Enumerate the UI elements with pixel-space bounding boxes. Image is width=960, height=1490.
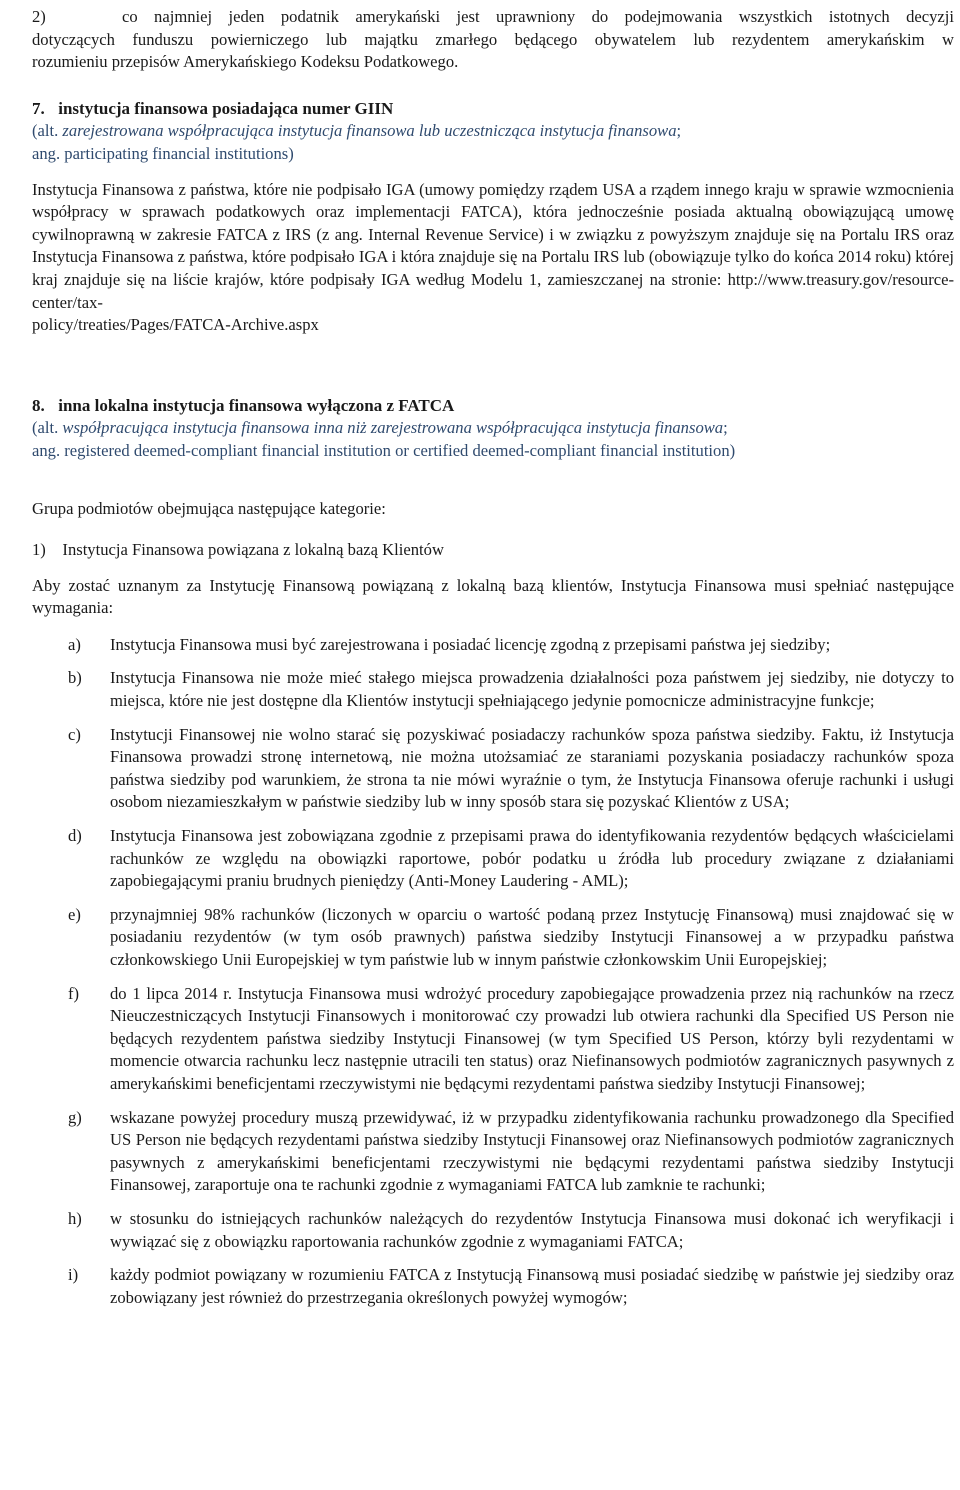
list-item-letter: i) xyxy=(68,1265,79,1285)
list-item-text: każdy podmiot powiązany w rozumieniu FATCA z Instytucją Finansową musi posiadać siedzibę w państwie jej siedziby oraz zobowiązany jest również do przestrzegania określonych powyżej wymogów; xyxy=(110,1265,954,1307)
list-item-text: Instytucji Finansowej nie wolno starać się pozyskiwać posiadaczy rachunków spoza państwa siedziby. Faktu, iż Instytucja Finansowa prowadzi stronę internetową, nie można utożsamiać ze staraniami pozyskania posiadaczy rachunków spoza państwa siedziby pod warunkiem, że strona ta nie mówi wyraźnie o tym, że Instytucja Finansowa oferuje rachunki i usługi osobom niezamieszkałym w państwie siedziby lub w inny sposób stara się pozyskać Klientów z USA; xyxy=(110,724,954,812)
section-7-url-tail: policy/treaties/Pages/FATCA-Archive.aspx xyxy=(32,315,319,335)
list-item-letter: a) xyxy=(68,634,81,654)
section-7-body: Instytucja Finansowa z państwa, które nie podpisało IGA (umowy pomiędzy rządem USA a rządem innego kraju w sprawie wzmocnienia współpracy w sprawach podatkowych oraz implementacji FATCA), która jednocześnie posiada aktualną obowiązującą umowę cywilnoprawną w zakresie FATCA z IRS (z ang. Internal Revenue Service) i w związku z powyższym znajduje się na Portalu IRS oraz Instytucja Finansowa z państwa, które podpisało IGA i która znajduje się na Portalu IRS lub (obowiązuje tylko do końca 2014 roku) której kraj znajduje się na liście krajów, które podpisały IGA według Modelu 1, zamieszczanej na stronie: http://www.treasury.gov/resource-center/tax- xyxy=(32,179,954,312)
list-item xyxy=(32,1208,954,1253)
list-item-letter: b) xyxy=(68,668,82,688)
list-item-letter: f) xyxy=(68,983,80,1003)
section-8 xyxy=(32,395,954,1310)
list-item xyxy=(32,1107,954,1197)
list-item xyxy=(32,724,954,814)
section-8-alt: (alt. współpracująca instytucja finansowa inna niż zarejestrowana współpracująca instytucja finansowa; xyxy=(32,418,728,438)
list-item-letter: c) xyxy=(68,724,81,744)
list-item-text: przynajmniej 98% rachunków (liczonych w oparciu o wartość podaną przez Instytucję Finansową) musi znajdować się w posiadaniu rezydentów (w tym osób prawnych) państwa siedziby Instytucji Finansowej a w przypadku państwa członkowskiego Unii Europejskiej w tym państwie lub w innym państwie członkowskim Unii Europejskiej; xyxy=(110,904,954,969)
subsection-1-title: 1) Instytucja Finansowa powiązana z lokalną bazą Klientów xyxy=(32,540,444,560)
section-7-title: instytucja finansowa posiadająca numer GIIN xyxy=(58,98,394,118)
list-item-letter: e) xyxy=(68,904,81,924)
section-7-number: 7. xyxy=(32,98,45,118)
item-2-line-2: dotyczących funduszu powierniczego lub majątku zmarłego będącego obywatelem lub rezydentem amerykańskim w xyxy=(32,29,954,49)
section-7 xyxy=(32,98,954,337)
list-item xyxy=(32,1264,954,1309)
list-item-text: wskazane powyżej procedury muszą przewidywać, iż w przypadku zidentyfikowania rachunku prowadzonego dla Specified US Person nie będących rezydentami państwa siedziby Instytucji Finansowej oraz Niefinansowych podmiotów zagranicznych pasywnych z amerykańskimi beneficjentami rzeczywistymi nie będącymi rezydentami państwa siedziby Instytucji Finansowej, zaraportuje ona te rachunki zgodnie z wymaganiami FATCA lub zamknie te rachunki; xyxy=(110,1107,954,1195)
section-7-heading xyxy=(32,98,954,121)
list-item xyxy=(32,983,954,1096)
list-item-text: Instytucja Finansowa jest zobowiązana zgodnie z przepisami prawa do identyfikowania rezydentów będących właścicielami rachunków ze względu na obowiązki raportowe, pobór podatku u źródła lub procedury związane z działaniami zapobiegającymi praniu brudnych pieniędzy (Anti-Money Laudering - AML); xyxy=(110,826,954,891)
section-7-alt: (alt. zarejestrowana współpracująca instytucja finansowa lub uczestnicząca instytucja finansowa; xyxy=(32,121,682,141)
section-7-ang: ang. participating financial institutions) xyxy=(32,143,294,163)
list-item-letter: h) xyxy=(68,1208,82,1228)
list-item-letter: g) xyxy=(68,1107,82,1127)
subsection-1-intro: Aby zostać uznanym za Instytucję Finansową powiązaną z lokalną bazą klientów, Instytucja Finansowa musi spełniać następujące wymagania: xyxy=(32,575,954,618)
section-8-ang: ang. registered deemed-compliant financial institution or certified deemed-compliant financial institution) xyxy=(32,440,736,460)
list-item-text: Instytucja Finansowa musi być zarejestrowana i posiadać licencję zgodną z przepisami państwa jej siedziby; xyxy=(110,634,831,654)
section-8-number: 8. xyxy=(32,395,45,415)
section-8-title: inna lokalna instytucja finansowa wyłączona z FATCA xyxy=(58,395,455,415)
list-item xyxy=(32,634,954,657)
list-item-text: Instytucja Finansowa nie może mieć stałego miejsca prowadzenia działalności poza państwem jej siedziby, nie dotyczy to miejsca, które nie jest dostępne dla Klientów instytucji spełniającego jedynie pomocnicze administracyjne funkcje; xyxy=(110,668,954,711)
item-2-line-1: 2) co najmniej jeden podatnik amerykański jest uprawniony do podejmowania wszystkich istotnych decyzji xyxy=(32,6,954,29)
requirements-list xyxy=(32,634,954,1309)
item-2 xyxy=(32,6,954,74)
group-intro: Grupa podmiotów obejmująca następujące kategorie: xyxy=(32,498,386,518)
section-8-heading xyxy=(32,395,954,418)
list-item-letter: d) xyxy=(68,826,82,846)
item-2-line-3: rozumieniu przepisów Amerykańskiego Kodeksu Podatkowego. xyxy=(32,52,459,72)
list-item xyxy=(32,667,954,712)
list-item-text: w stosunku do istniejących rachunków należących do rezydentów Instytucja Finansowa musi dokonać ich weryfikacji i wywiązać się z obowiązku raportowania rachunków zgodnie z wymaganiami FATCA; xyxy=(110,1208,954,1251)
list-item-text: do 1 lipca 2014 r. Instytucja Finansowa musi wdrożyć procedury zapobiegające prowadzenia przez nią rachunków na rzecz Nieuczestniczących Instytucji Finansowych i monitorować czy prowadzi lub otwiera rachunki dla Specified US Person nie będących rezydentem państwa siedziby Instytucji Finansowej (w tym Specified US Person, którzy byli rezydentami w momencie otwarcia rachunku lecz następnie utracili ten status) oraz Niefinansowych podmiotów zagranicznych pasywnych z amerykańskimi beneficjentami rzeczywistymi nie będącymi rezydentami państwa siedziby Instytucji Finansowej; xyxy=(110,983,954,1093)
item-2-number: 2) xyxy=(32,7,46,26)
list-item xyxy=(32,825,954,893)
list-item xyxy=(32,904,954,972)
document-page xyxy=(32,6,954,1309)
